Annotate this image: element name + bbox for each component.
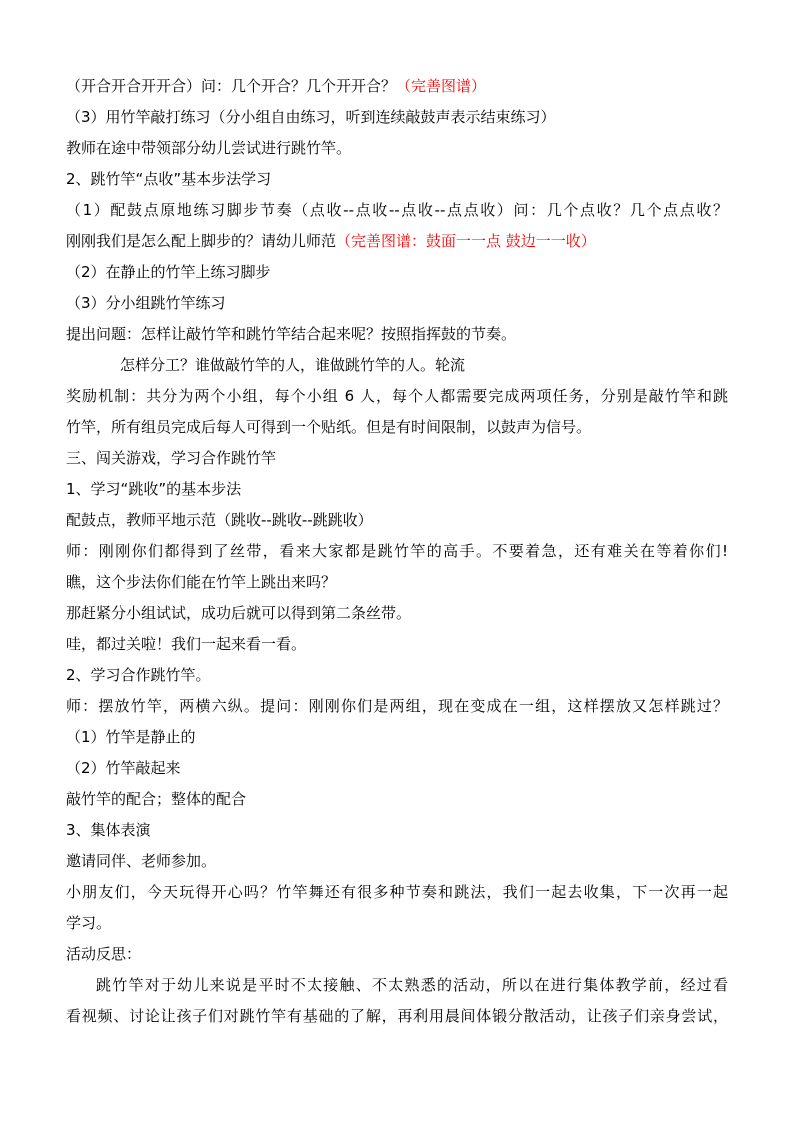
line-text: 瞧，这个步法你们能在竹竿上跳出来吗？ [66, 573, 337, 591]
paragraph-line [66, 877, 728, 908]
line-text: 活动反思： [66, 945, 142, 963]
line-text: 小朋友们，今天玩得开心吗？竹竿舞还有很多种节奏和跳法，我们一起去收集，下一次再一起 [66, 883, 728, 901]
paragraph-line [66, 970, 728, 1001]
line-text: （3）分小组跳竹竿练习 [66, 294, 226, 312]
paragraph-line [66, 195, 728, 226]
paragraph-line [66, 412, 728, 443]
paragraph-line [66, 319, 728, 350]
line-text: 竹竿，所有组员完成后每人可得到一个贴纸。但是有时间限制，以鼓声为信号。 [66, 418, 592, 436]
paragraph-line [66, 1001, 728, 1032]
paragraph-line [66, 536, 728, 567]
line-text: 配鼓点，教师平地示范（跳收--跳收--跳跳收） [66, 511, 373, 529]
line-text: 3、集体表演 [66, 821, 151, 839]
line-text: 那赶紧分小组试试，成功后就可以得到第二条丝带。 [66, 604, 412, 622]
line-text: 邀请同伴、老师参加。 [66, 852, 217, 870]
paragraph-line [66, 226, 728, 257]
line-text: 教师在途中带领部分幼儿尝试进行跳竹竿。 [66, 139, 352, 157]
paragraph-line [66, 722, 728, 753]
line-text: （2）在静止的竹竿上练习脚步 [66, 263, 271, 281]
paragraph-line [66, 381, 728, 412]
line-text: 跳竹竿对于幼儿来说是平时不太接触、不太熟悉的活动，所以在进行集体教学前，经过看 [96, 976, 728, 994]
paragraph-line [66, 784, 728, 815]
line-text: 三、闯关游戏，学习合作跳竹竿 [66, 449, 277, 467]
highlighted-note: （完善图谱） [396, 77, 487, 95]
line-text: （1）竹竿是静止的 [66, 728, 196, 746]
line-text: 师：刚刚你们都得到了丝带，看来大家都是跳竹竿的高手。不要着急，还有难关在等着你们! [66, 542, 728, 560]
line-text: 2、跳竹竿“点收”基本步法学习 [66, 170, 272, 188]
section-heading [66, 443, 728, 474]
section-heading [66, 815, 728, 846]
line-text: 2、学习合作跳竹竿。 [66, 666, 211, 684]
paragraph-line [66, 102, 728, 133]
paragraph-line [66, 350, 728, 381]
paragraph-line [66, 257, 728, 288]
paragraph-line [66, 908, 728, 939]
line-text: （3）用竹竿敲打练习（分小组自由练习，听到连续敲鼓声表示结束练习） [66, 108, 556, 126]
line-text: 师：摆放竹竿，两横六纵。提问：刚刚你们是两组，现在变成在一组，这样摆放又怎样跳过？ [66, 697, 728, 715]
paragraph-line [66, 846, 728, 877]
line-text: （开合开合开开合）问：几个开合？几个开开合？ [66, 77, 397, 95]
line-text: （1）配鼓点原地练习脚步节奏（点收--点收--点收--点点收）问：几个点收？几个点点收？ [66, 201, 728, 219]
line-text: 哇，都过关啦！我们一起来看一看。 [66, 635, 307, 653]
section-heading [66, 164, 728, 195]
paragraph-line [66, 567, 728, 598]
line-text: 提出问题：怎样让敲竹竿和跳竹竿结合起来呢？按照指挥鼓的节奏。 [66, 325, 517, 343]
paragraph-line [66, 71, 728, 102]
line-text: 学习。 [66, 914, 112, 932]
paragraph-line [66, 629, 728, 660]
line-text: 1、学习“跳收”的基本步法 [66, 480, 242, 498]
paragraph-line [66, 133, 728, 164]
paragraph-line [66, 288, 728, 319]
section-heading [66, 660, 728, 691]
line-text: 刚刚我们是怎么配上脚步的？请幼儿师范 [66, 232, 337, 250]
paragraph-line [66, 691, 728, 722]
section-heading [66, 939, 728, 970]
paragraph-line [66, 753, 728, 784]
paragraph-line [66, 598, 728, 629]
line-text: 敲竹竿的配合；整体的配合 [66, 790, 247, 808]
line-text: 看视频、讨论让孩子们对跳竹竿有基础的了解，再利用晨间体锻分散活动，让孩子们亲身尝试， [66, 1007, 728, 1025]
line-text: 奖励机制：共分为两个小组，每个小组 6 人，每个人都需要完成两项任务，分别是敲竹竿和跳 [66, 387, 728, 405]
document-body [66, 71, 728, 1032]
line-text: 怎样分工？谁做敲竹竿的人，谁做跳竹竿的人。轮流 [120, 356, 466, 374]
line-text: （2）竹竿敲起来 [66, 759, 181, 777]
section-heading [66, 474, 728, 505]
paragraph-line [66, 505, 728, 536]
highlighted-note: （完善图谱：鼓面一一点 鼓边一一收） [336, 232, 596, 250]
